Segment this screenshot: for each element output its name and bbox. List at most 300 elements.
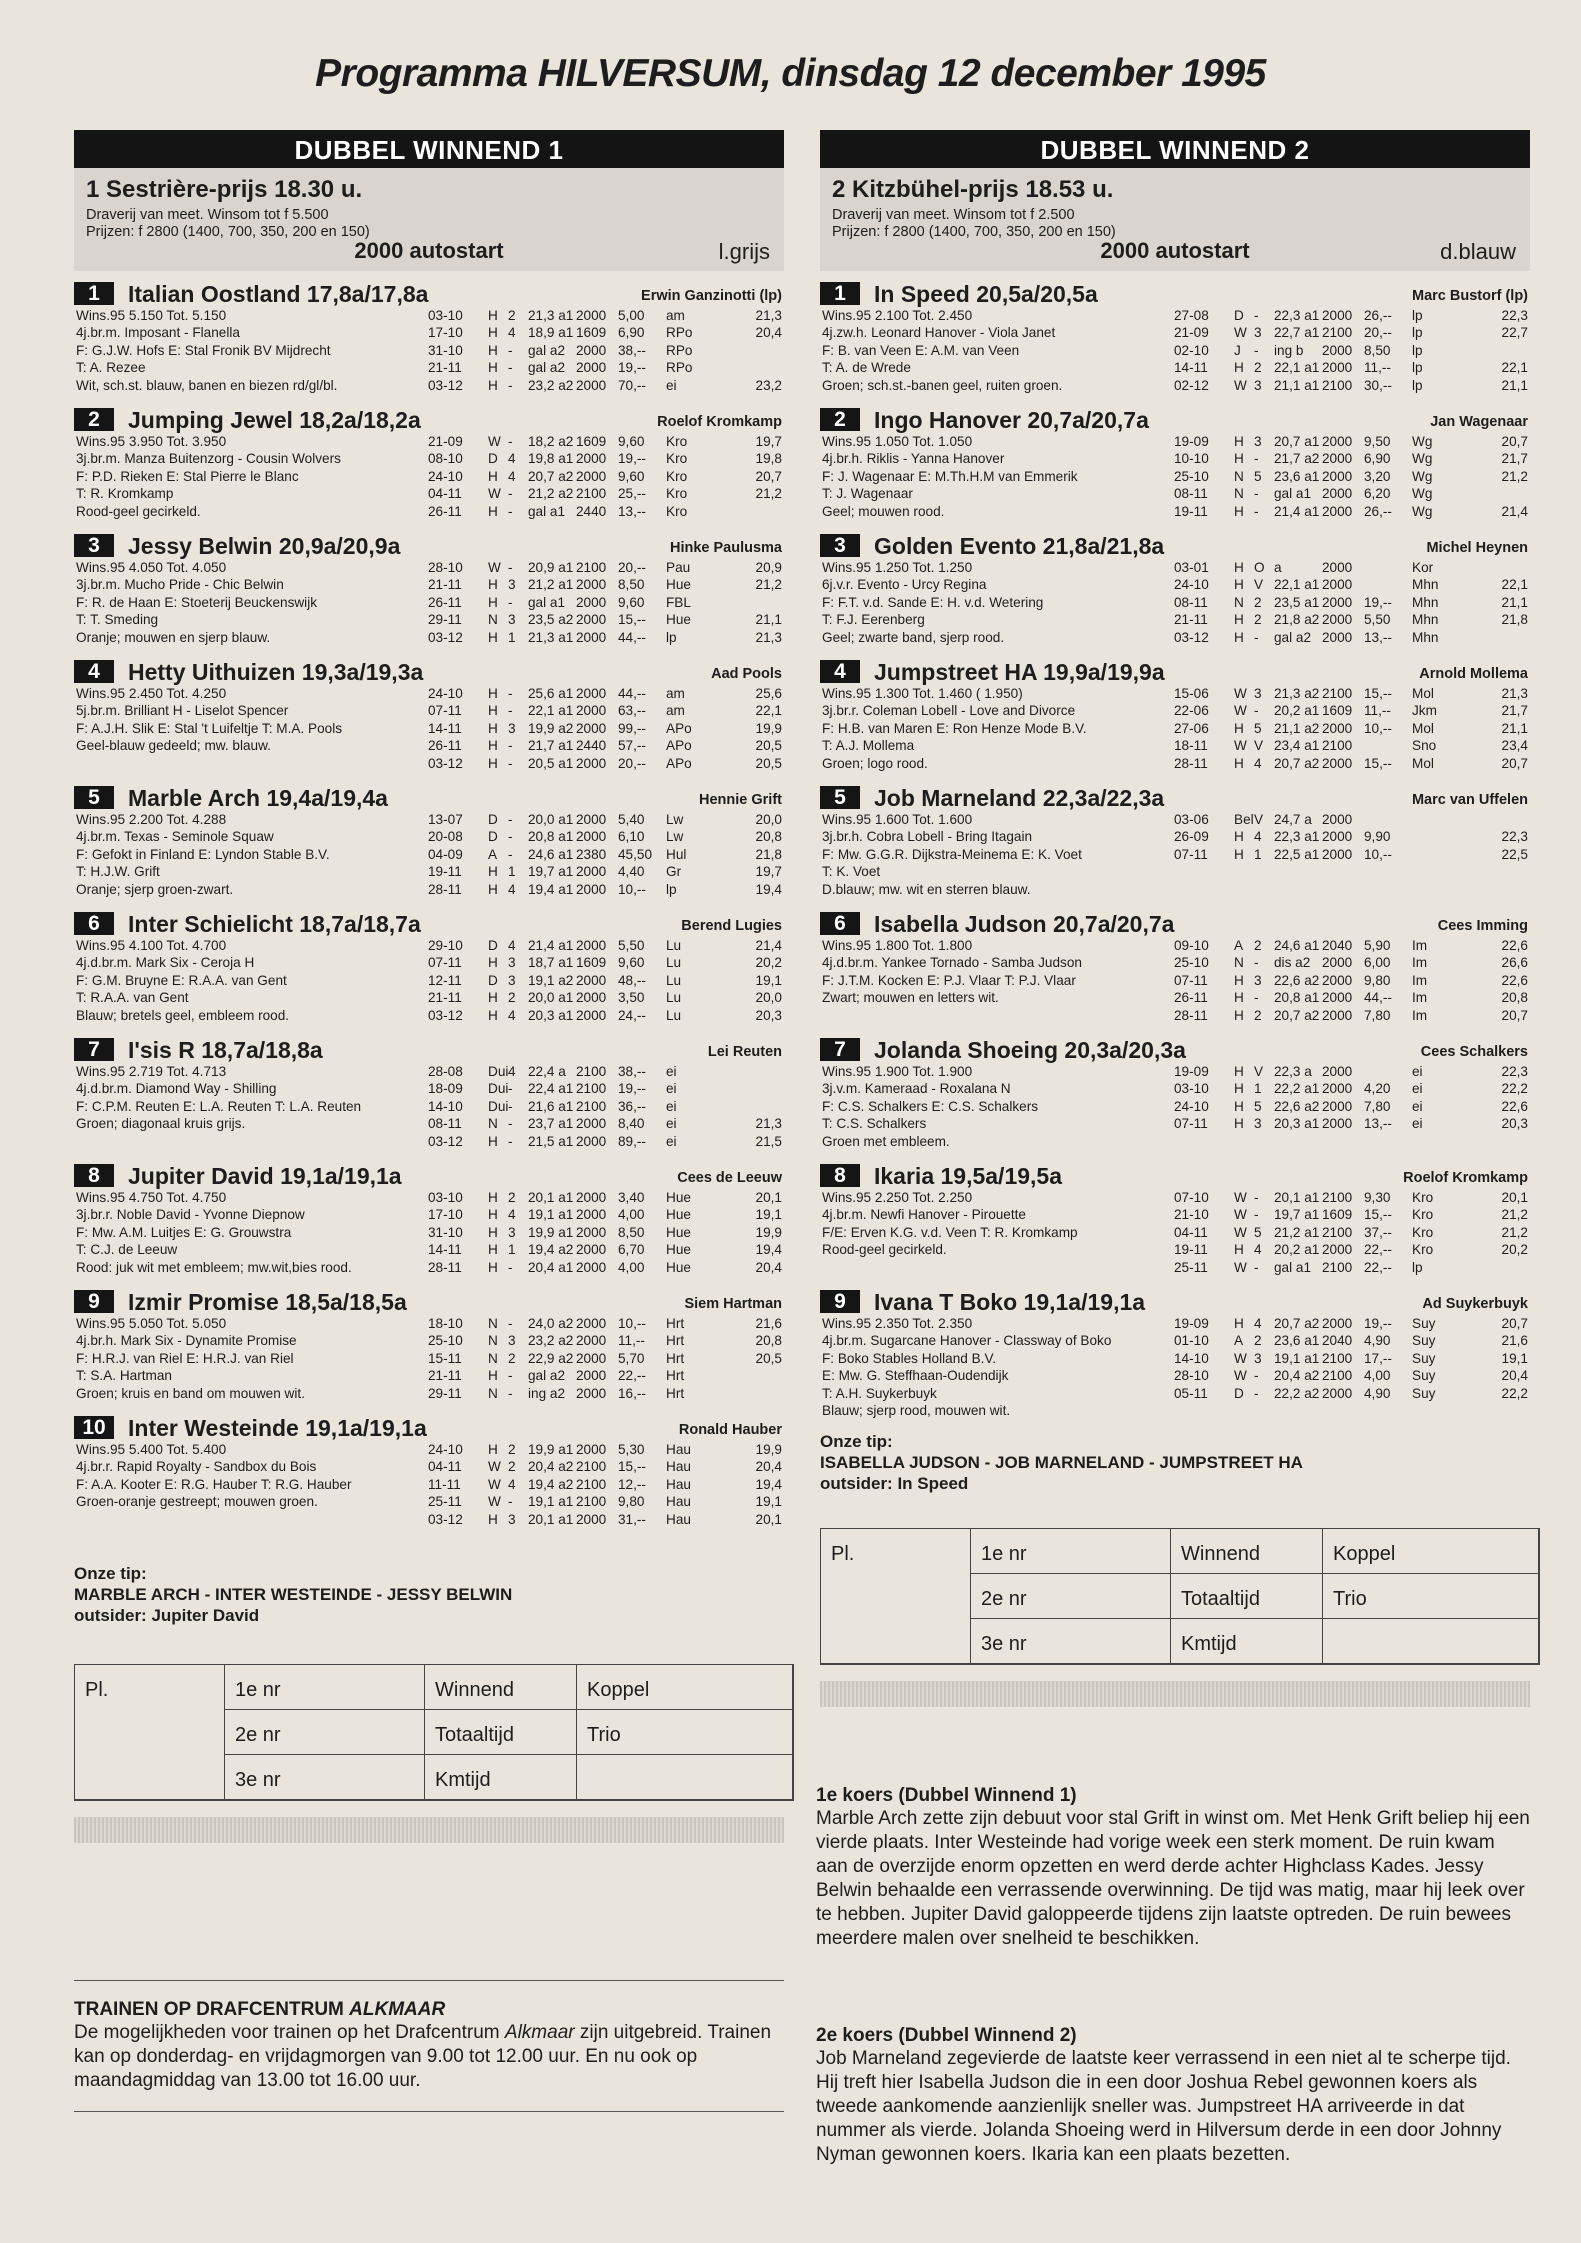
run-row bbox=[428, 377, 782, 394]
run-time: 22,6 a2 bbox=[1274, 972, 1320, 988]
run-place: 3 bbox=[508, 577, 516, 593]
run-reduced: 19,9 bbox=[755, 1442, 782, 1457]
bet-grid bbox=[74, 1664, 794, 1801]
run-row bbox=[428, 1332, 782, 1349]
horse-entry bbox=[74, 1289, 784, 1415]
run-row bbox=[428, 972, 782, 989]
grid-cell-pl: Pl. bbox=[821, 1529, 971, 1664]
tip-outsider: outsider: In Speed bbox=[820, 1474, 969, 1493]
horse-name: Jumpstreet HA 19,9a/19,9a bbox=[874, 659, 1165, 685]
horse-name: Jessy Belwin 20,9a/20,9a bbox=[128, 533, 401, 559]
run-row bbox=[428, 559, 782, 576]
horse-info-line: 4j.br.r. Rapid Royalty - Sandbox du Bois bbox=[76, 1459, 317, 1475]
run-reduced: 25,6 bbox=[755, 686, 782, 701]
race-condition-line: Draverij van meet. Winsom tot f 2.500 bbox=[832, 207, 1075, 223]
run-reduced: 23,2 bbox=[755, 377, 782, 393]
run-time: 18,2 a2 bbox=[528, 434, 574, 449]
run-row bbox=[428, 1206, 782, 1223]
run-odds: 44,-- bbox=[618, 629, 646, 645]
run-distance: 1609 bbox=[576, 434, 607, 449]
run-reduced: 22,6 bbox=[1501, 1098, 1528, 1114]
run-date: 28-11 bbox=[1174, 1007, 1208, 1023]
run-distance: 2000 bbox=[1322, 972, 1353, 988]
article-body: Marble Arch zette zijn debuut voor stal Grift in winst om. Met Henk Grift beliep hij een vierde plaats. Inter Westeinde had vorige week een sterk moment. De ruin kwam aan de overzijde enorm opzetten en werd derde achter Highclass Kades. Jessy Belwin behaalde een verrassende overwinning. De tijd was matig, maar hij leek over te hebben. Jupiter David galoppeerde tijdens zijn laatste optreden. De ruin bewees meerdere malen over snelheid te beschikken. bbox=[816, 1808, 1530, 1949]
horse-info-line: Wins.95 5.400 Tot. 5.400 bbox=[76, 1442, 227, 1457]
horse-info-line: F: A.J.H. Slik E: Stal 't Luifeltje T: M.A. Pools bbox=[76, 720, 343, 736]
run-distance: 2100 bbox=[576, 1081, 607, 1097]
run-driver: ei bbox=[1412, 1081, 1423, 1097]
run-row bbox=[1174, 989, 1528, 1006]
horse-info-line: 4j.d.br.m. Mark Six - Ceroja H bbox=[76, 955, 255, 971]
run-place: 3 bbox=[1254, 377, 1262, 393]
run-row bbox=[1174, 559, 1528, 576]
horse-title bbox=[820, 1163, 1530, 1189]
run-time: 21,7 a1 bbox=[528, 738, 574, 754]
run-odds: 9,60 bbox=[618, 434, 645, 449]
horse-driver: Ad Suykerbuyk bbox=[1422, 1296, 1528, 1312]
run-odds: 15,-- bbox=[618, 1459, 646, 1475]
horse-info-line: Zwart; mouwen en letters wit. bbox=[822, 990, 999, 1006]
tip-block bbox=[820, 1431, 1530, 1494]
run-place: 4 bbox=[1254, 755, 1262, 771]
run-driver: Kro bbox=[1412, 1242, 1434, 1258]
run-track: N bbox=[488, 1385, 498, 1401]
run-place: 4 bbox=[508, 325, 516, 341]
run-date: 24-10 bbox=[1174, 577, 1209, 593]
run-row bbox=[428, 1098, 782, 1115]
run-reduced: 21,1 bbox=[1501, 594, 1528, 610]
run-driver: Wg bbox=[1412, 503, 1433, 519]
horse-name: Ingo Hanover 20,7a/20,7a bbox=[874, 407, 1149, 433]
run-driver: Mhn bbox=[1412, 612, 1439, 628]
horse-title bbox=[74, 1289, 784, 1315]
run-track: W bbox=[1234, 703, 1247, 719]
run-date: 13-07 bbox=[428, 812, 463, 827]
run-row bbox=[428, 685, 782, 702]
run-place: 5 bbox=[1254, 1098, 1262, 1114]
run-reduced: 21,1 bbox=[755, 612, 782, 628]
run-odds: 10,-- bbox=[1364, 720, 1392, 736]
run-odds: 9,90 bbox=[1364, 829, 1391, 845]
run-driver: Hue bbox=[666, 577, 691, 593]
run-odds: 9,60 bbox=[618, 594, 645, 610]
horse-info bbox=[76, 307, 428, 394]
horse-driver: Jan Wagenaar bbox=[1430, 414, 1528, 430]
horse-info-line: T: A. Rezee bbox=[76, 360, 146, 376]
run-time: 25,6 a1 bbox=[528, 686, 574, 701]
run-row bbox=[428, 937, 782, 954]
horse-runs bbox=[1174, 559, 1528, 646]
run-distance: 2100 bbox=[576, 486, 607, 502]
run-odds: 7,80 bbox=[1364, 1098, 1391, 1114]
run-time: 22,1 a1 bbox=[1274, 360, 1320, 376]
run-reduced: 19,9 bbox=[755, 1224, 782, 1240]
run-place: 3 bbox=[508, 972, 516, 988]
grid-cell-trio: Trio bbox=[1323, 1574, 1539, 1619]
run-driver: Kro bbox=[666, 503, 688, 519]
run-odds: 25,-- bbox=[618, 486, 646, 502]
run-place: 2 bbox=[1254, 360, 1262, 376]
horse-runs bbox=[428, 433, 782, 520]
run-place: 3 bbox=[1254, 686, 1262, 701]
run-time: 21,4 a1 bbox=[528, 938, 574, 953]
run-odds: 31,-- bbox=[618, 1511, 646, 1527]
horse-entry bbox=[74, 659, 784, 785]
run-reduced: 19,7 bbox=[755, 434, 782, 449]
run-reduced: 21,1 bbox=[1501, 720, 1528, 736]
run-date: 21-09 bbox=[1174, 325, 1209, 341]
run-track: H bbox=[1234, 1081, 1244, 1097]
run-place: 2 bbox=[1254, 612, 1262, 628]
run-distance: 2000 bbox=[576, 972, 607, 988]
horse-info-line: Wins.95 2.350 Tot. 2.350 bbox=[822, 1316, 973, 1331]
run-odds: 26,-- bbox=[1364, 308, 1392, 323]
run-driver: am bbox=[666, 686, 685, 701]
run-distance: 2000 bbox=[1322, 308, 1353, 323]
run-driver: Wg bbox=[1412, 468, 1433, 484]
run-place: 2 bbox=[1254, 1333, 1262, 1349]
run-time: 20,2 a1 bbox=[1274, 1242, 1320, 1258]
run-row bbox=[428, 702, 782, 719]
horse-name: Italian Oostland 17,8a/17,8a bbox=[128, 281, 429, 307]
run-odds: 10,-- bbox=[618, 1316, 646, 1331]
divider bbox=[74, 2111, 784, 2112]
horse-name: Job Marneland 22,3a/22,3a bbox=[874, 785, 1165, 811]
grid-cell bbox=[577, 1755, 793, 1800]
run-track: H bbox=[488, 955, 498, 971]
run-odds: 12,-- bbox=[618, 1476, 646, 1492]
horse-info-line: E: Mw. G. Steffhaan-Oudendijk bbox=[822, 1368, 1009, 1384]
run-reduced: 21,5 bbox=[755, 1133, 782, 1149]
run-date: 07-11 bbox=[1174, 972, 1208, 988]
run-time: 22,7 a1 bbox=[1274, 325, 1320, 341]
run-odds: 4,90 bbox=[1364, 1385, 1391, 1401]
horse-driver: Hennie Grift bbox=[699, 792, 782, 808]
run-place: - bbox=[1254, 955, 1259, 971]
run-date: 01-10 bbox=[1174, 1333, 1209, 1349]
horse-info-line: Groen; kruis en band om mouwen wit. bbox=[76, 1385, 305, 1401]
run-date: 21-10 bbox=[1174, 1207, 1209, 1223]
run-date: 07-11 bbox=[428, 955, 462, 971]
run-time: 22,5 a1 bbox=[1274, 846, 1320, 862]
run-date: 26-11 bbox=[428, 503, 462, 519]
run-row bbox=[428, 1476, 782, 1493]
run-date: 26-11 bbox=[1174, 990, 1208, 1006]
run-time: 20,1 a1 bbox=[528, 1190, 574, 1205]
race-color: l.grijs bbox=[718, 239, 770, 264]
run-driver: Im bbox=[1412, 1007, 1428, 1023]
run-time: 20,1 a1 bbox=[1274, 1190, 1320, 1205]
horse-title bbox=[820, 281, 1530, 307]
run-reduced: 19,4 bbox=[755, 1242, 782, 1258]
run-row bbox=[428, 594, 782, 611]
horse-entry bbox=[820, 533, 1530, 659]
run-time: gal a1 bbox=[1274, 1259, 1312, 1275]
run-place: - bbox=[508, 1259, 513, 1275]
run-distance: 2000 bbox=[576, 342, 607, 358]
horse-name: Ivana T Boko 19,1a/19,1a bbox=[874, 1289, 1146, 1315]
run-time: 20,7 a2 bbox=[528, 468, 574, 484]
run-driver: Kro bbox=[666, 434, 688, 449]
run-date: 21-11 bbox=[428, 360, 462, 376]
run-row bbox=[1174, 972, 1528, 989]
horse-info-line: Groen; logo rood. bbox=[822, 755, 928, 771]
run-row bbox=[1174, 433, 1528, 450]
run-date: 17-10 bbox=[428, 325, 463, 341]
horse-number: 2 bbox=[74, 408, 114, 431]
run-time: 21,1 a1 bbox=[1274, 377, 1320, 393]
run-time: 24,6 a1 bbox=[1274, 938, 1320, 953]
run-time: 19,1 a2 bbox=[528, 972, 574, 988]
run-date: 03-01 bbox=[1174, 560, 1209, 575]
run-time: 20,7 a2 bbox=[1274, 1316, 1320, 1331]
run-driver: lp bbox=[1412, 342, 1423, 358]
run-place: - bbox=[1254, 1207, 1259, 1223]
run-distance: 2000 bbox=[576, 377, 607, 393]
run-date: 24-10 bbox=[1174, 1098, 1209, 1114]
run-distance: 2000 bbox=[1322, 1064, 1353, 1079]
run-row bbox=[1174, 720, 1528, 737]
run-driver: Hrt bbox=[666, 1385, 685, 1401]
run-row bbox=[1174, 1115, 1528, 1132]
run-driver: Hrt bbox=[666, 1333, 685, 1349]
run-track: D bbox=[1234, 308, 1244, 323]
run-driver: Hau bbox=[666, 1511, 691, 1527]
run-reduced: 19,1 bbox=[755, 972, 782, 988]
run-date: 25-10 bbox=[1174, 468, 1209, 484]
run-place: 1 bbox=[508, 629, 516, 645]
run-place: 4 bbox=[508, 451, 516, 467]
tip-label: Onze tip: bbox=[74, 1564, 147, 1583]
run-track: H bbox=[1234, 1316, 1244, 1331]
run-reduced: 21,6 bbox=[1501, 1333, 1528, 1349]
run-odds: 6,20 bbox=[1364, 486, 1391, 502]
horse-info-line: F: C.P.M. Reuten E: L.A. Reuten T: L.A. Reuten bbox=[76, 1098, 362, 1114]
horse-info-line: F: G.M. Bruyne E: R.A.A. van Gent bbox=[76, 972, 287, 988]
run-driver: Gr bbox=[666, 864, 682, 880]
run-distance: 2100 bbox=[1322, 1190, 1353, 1205]
horse-info bbox=[76, 559, 428, 646]
horse-name: Ikaria 19,5a/19,5a bbox=[874, 1163, 1062, 1189]
run-driver: am bbox=[666, 308, 685, 323]
run-distance: 2000 bbox=[1322, 1081, 1353, 1097]
run-odds: 6,90 bbox=[618, 325, 645, 341]
grid-cell: 3e nr bbox=[971, 1619, 1171, 1664]
run-reduced: 20,5 bbox=[755, 738, 782, 754]
run-place: 4 bbox=[1254, 1242, 1262, 1258]
horse-title bbox=[820, 659, 1530, 685]
run-distance: 2440 bbox=[576, 738, 607, 754]
horse-info-line: F: H.R.J. van Riel E: H.R.J. van Riel bbox=[76, 1350, 294, 1366]
run-reduced: 21,2 bbox=[755, 486, 782, 502]
run-place: V bbox=[1254, 1064, 1264, 1079]
run-track: N bbox=[488, 1116, 498, 1132]
run-place: 5 bbox=[1254, 720, 1262, 736]
race-color: d.blauw bbox=[1440, 239, 1516, 264]
run-reduced: 20,7 bbox=[1501, 434, 1528, 449]
run-reduced: 21,2 bbox=[755, 577, 782, 593]
run-date: 04-11 bbox=[428, 1459, 462, 1475]
run-row bbox=[428, 1189, 782, 1206]
run-distance: 2000 bbox=[576, 612, 607, 628]
run-date: 18-09 bbox=[428, 1081, 463, 1097]
run-place: - bbox=[1254, 486, 1259, 502]
horse-info-line: 4j.d.br.m. Yankee Tornado - Samba Judson bbox=[822, 955, 1082, 971]
run-time: 20,7 a1 bbox=[1274, 434, 1320, 449]
run-track: D bbox=[488, 972, 498, 988]
run-distance: 2000 bbox=[576, 1190, 607, 1205]
run-place: 4 bbox=[1254, 829, 1262, 845]
run-odds: 17,-- bbox=[1364, 1350, 1392, 1366]
run-odds: 6,70 bbox=[618, 1242, 645, 1258]
run-place: 3 bbox=[508, 612, 516, 628]
run-track: W bbox=[1234, 686, 1247, 701]
run-distance: 2000 bbox=[576, 1259, 607, 1275]
page-title: Programma HILVERSUM, dinsdag 12 december 1995 bbox=[315, 52, 1266, 95]
run-time: 19,9 a2 bbox=[528, 720, 574, 736]
run-reduced: 26,6 bbox=[1501, 955, 1528, 971]
run-odds: 44,-- bbox=[1364, 990, 1392, 1006]
run-row bbox=[428, 811, 782, 828]
run-odds: 30,-- bbox=[1364, 377, 1392, 393]
race-column-2 bbox=[820, 130, 1530, 1707]
run-reduced: 21,1 bbox=[1501, 377, 1528, 393]
horse-info-line: Blauw; sjerp rood, mouwen wit. bbox=[822, 1402, 1011, 1418]
run-distance: 2000 bbox=[1322, 360, 1353, 376]
run-row bbox=[428, 720, 782, 737]
run-reduced: 19,1 bbox=[755, 1494, 782, 1510]
run-distance: 2100 bbox=[1322, 1259, 1353, 1275]
run-driver: Lu bbox=[666, 938, 682, 953]
horse-runs bbox=[428, 559, 782, 646]
run-place: 1 bbox=[508, 1242, 516, 1258]
run-distance: 2000 bbox=[576, 881, 607, 897]
horse-title bbox=[74, 533, 784, 559]
run-time: 23,5 a1 bbox=[1274, 594, 1320, 610]
race-bar: DUBBEL WINNEND 2 bbox=[820, 130, 1530, 168]
run-row bbox=[428, 1315, 782, 1332]
run-place: 3 bbox=[1254, 1116, 1262, 1132]
run-time: 22,4 a1 bbox=[528, 1081, 574, 1097]
run-reduced: 21,7 bbox=[1501, 451, 1528, 467]
horse-info-line: 4j.br.h. Mark Six - Dynamite Promise bbox=[76, 1333, 297, 1349]
run-distance: 2000 bbox=[576, 451, 607, 467]
run-track: N bbox=[488, 1350, 498, 1366]
run-row bbox=[1174, 594, 1528, 611]
horse-title bbox=[74, 407, 784, 433]
run-place: 2 bbox=[508, 1350, 516, 1366]
horse-info-line: Wins.95 1.050 Tot. 1.050 bbox=[822, 434, 973, 449]
run-driver: Hrt bbox=[666, 1350, 685, 1366]
run-track: W bbox=[1234, 1224, 1247, 1240]
race-header bbox=[820, 168, 1530, 271]
run-odds: 13,-- bbox=[618, 503, 646, 519]
run-distance: 2000 bbox=[576, 720, 607, 736]
bet-grid bbox=[820, 1528, 1540, 1665]
horse-entry bbox=[820, 1289, 1530, 1418]
horse-runs bbox=[1174, 937, 1528, 1024]
horse-runs bbox=[428, 685, 782, 772]
horse-info-line: Wins.95 2.450 Tot. 4.250 bbox=[76, 686, 227, 701]
run-place: 4 bbox=[508, 938, 516, 953]
run-place: - bbox=[508, 755, 513, 771]
run-time: 20,5 a1 bbox=[528, 755, 574, 771]
run-place: - bbox=[508, 503, 513, 519]
horse-info bbox=[76, 811, 428, 898]
run-track: H bbox=[1234, 503, 1244, 519]
run-date: 11-11 bbox=[428, 1476, 461, 1492]
horse-driver: Michel Heynen bbox=[1426, 540, 1528, 556]
run-driver: Kro bbox=[666, 468, 688, 484]
run-time: 21,3 a1 bbox=[528, 629, 574, 645]
horse-info-line: D.blauw; mw. wit en sterren blauw. bbox=[822, 881, 1031, 897]
run-track: H bbox=[1234, 829, 1244, 845]
horse-info-line: F: R. de Haan E: Stoeterij Beuckenswijk bbox=[76, 594, 318, 610]
run-distance: 2000 bbox=[1322, 342, 1353, 358]
horse-runs bbox=[1174, 1315, 1528, 1402]
run-place: - bbox=[508, 360, 513, 376]
run-odds: 38,-- bbox=[618, 342, 646, 358]
run-distance: 2100 bbox=[1322, 1368, 1353, 1384]
run-row bbox=[1174, 702, 1528, 719]
run-row bbox=[428, 433, 782, 450]
horse-runs bbox=[428, 1189, 782, 1276]
run-odds: 19,-- bbox=[618, 451, 646, 467]
race-condition-line: Prijzen: f 2800 (1400, 700, 350, 200 en 150) bbox=[832, 224, 1116, 240]
run-odds: 3,50 bbox=[618, 990, 645, 1006]
run-time: 21,5 a1 bbox=[528, 1133, 574, 1149]
run-track: H bbox=[488, 1133, 498, 1149]
run-track: H bbox=[488, 738, 498, 754]
run-reduced: 21,2 bbox=[1501, 1224, 1528, 1240]
run-reduced: 22,3 bbox=[1501, 1064, 1528, 1079]
run-driver: Mhn bbox=[1412, 577, 1439, 593]
horse-entry bbox=[820, 911, 1530, 1037]
run-date: 14-10 bbox=[1174, 1350, 1209, 1366]
run-time: 19,9 a1 bbox=[528, 1442, 574, 1457]
horse-number: 4 bbox=[820, 660, 860, 683]
run-distance: 2000 bbox=[576, 812, 607, 827]
horse-driver: Cees de Leeuw bbox=[677, 1170, 782, 1186]
run-row bbox=[428, 342, 782, 359]
run-track: W bbox=[1234, 377, 1247, 393]
horse-info-line: F: J. Wagenaar E: M.Th.H.M van Emmerik bbox=[822, 468, 1078, 484]
run-track: W bbox=[1234, 1350, 1247, 1366]
run-track: H bbox=[488, 629, 498, 645]
run-distance: 2000 bbox=[576, 1350, 607, 1366]
run-time: 19,8 a1 bbox=[528, 451, 574, 467]
run-odds: 19,-- bbox=[618, 1081, 646, 1097]
run-place: - bbox=[1254, 1368, 1259, 1384]
run-driver: Lu bbox=[666, 990, 682, 1006]
run-track: W bbox=[1234, 738, 1247, 754]
horse-info-line: Wins.95 2.250 Tot. 2.250 bbox=[822, 1190, 973, 1205]
horse-entry bbox=[820, 659, 1530, 785]
run-odds: 8,50 bbox=[1364, 342, 1391, 358]
horse-number: 4 bbox=[74, 660, 114, 683]
run-time: 19,4 a2 bbox=[528, 1476, 574, 1492]
run-reduced: 22,3 bbox=[1501, 829, 1528, 845]
horse-info bbox=[76, 1189, 428, 1276]
run-place: - bbox=[1254, 1190, 1259, 1205]
run-track: H bbox=[488, 377, 498, 393]
horse-info-line: F: J.T.M. Kocken E: P.J. Vlaar T: P.J. Vlaar bbox=[822, 972, 1076, 988]
horse-info-line: F: F.T. v.d. Sande E: H. v.d. Wetering bbox=[822, 594, 1044, 610]
run-time: 24,6 a1 bbox=[528, 846, 574, 862]
run-driver: Hrt bbox=[666, 1316, 685, 1331]
horse-number: 8 bbox=[820, 1164, 860, 1187]
run-date: 03-12 bbox=[428, 629, 463, 645]
